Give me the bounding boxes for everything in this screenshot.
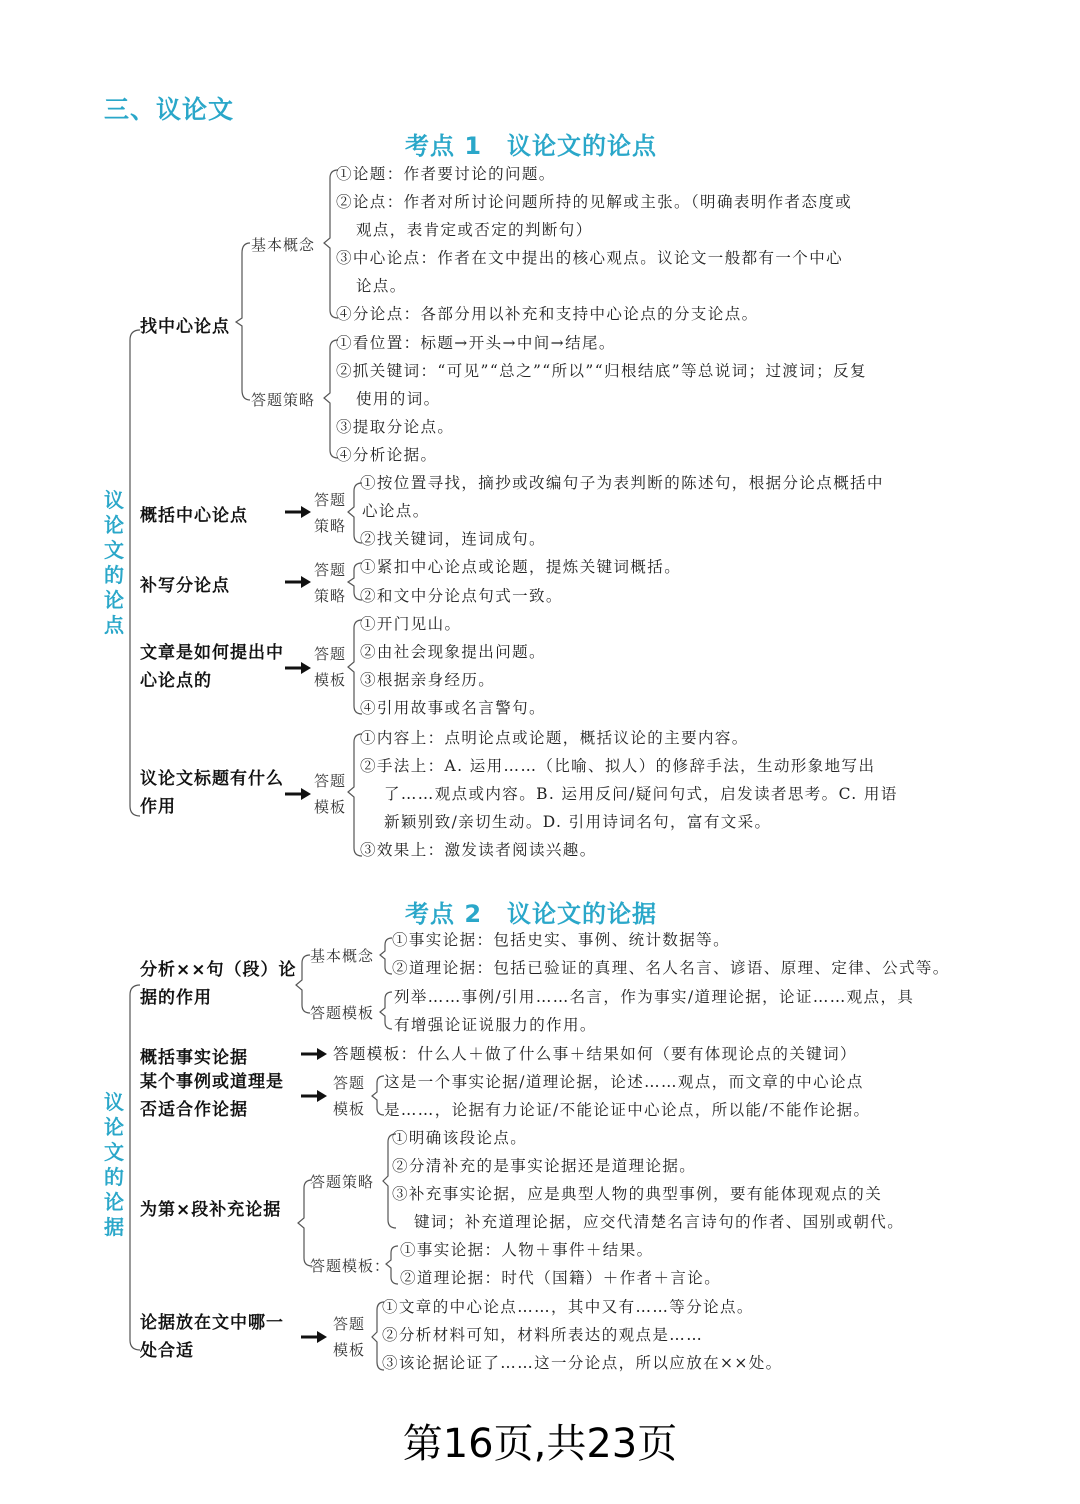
- analyze-template-item: 有增强论证说服力的作用。: [394, 1016, 597, 1034]
- suitable-item: 是……，论据有力论证/不能论证中心论点，所以能/不能作论据。: [384, 1101, 871, 1119]
- add-strategy-item: ③补充事实论据，应是典型人物的典型事例，要有能体现观点的关: [392, 1185, 883, 1203]
- titlefunc-label: 议论文标题有什么作用: [140, 769, 284, 817]
- suitable-item: 这是一个事实论据/道理论据，论述……观点，而文章的中心论点: [384, 1073, 864, 1091]
- find-strategy-item: 使用的词。: [356, 390, 441, 408]
- placement-item: ②分析材料可知，材料所表达的观点是……: [382, 1326, 704, 1344]
- find-strategy-item: ③提取分论点。: [336, 418, 455, 436]
- howraise-item: ④引用故事或名言警句。: [360, 699, 546, 717]
- howraise-item: ③根据亲身经历。: [360, 671, 496, 689]
- brace-find: [236, 243, 250, 400]
- suitable-sub: 答题模板: [333, 1074, 366, 1118]
- find-basic-item: 论点。: [356, 277, 407, 295]
- summarize-label: 概括中心论点: [140, 506, 248, 526]
- titlefunc-item: 新颖别致/亲切生动。D. 引用诗词名句，富有文采。: [384, 813, 772, 831]
- find-basic-label: 基本概念: [251, 236, 316, 254]
- k2-root-label: 议论文的论据: [104, 1090, 124, 1239]
- factsum-text: 答题模板：什么人＋做了什么事＋结果如何（要有体现论点的关键词）: [333, 1045, 857, 1063]
- placement-label: 论据放在文中哪一处合适: [140, 1313, 284, 1361]
- howraise-item: ①开门见山。: [360, 615, 462, 633]
- analyze-template-item: 列举……事例/引用……名言，作为事实/道理论据，论证……观点，具: [394, 988, 915, 1006]
- find-strategy-label: 答题策略: [251, 391, 316, 409]
- titlefunc-item: ③效果上：激发读者阅读兴趣。: [360, 841, 597, 859]
- analyze-template-label: 答题模板: [310, 1004, 375, 1022]
- find-basic-item: ②论点：作者对所讨论问题所持的见解或主张。（明确表明作者态度或: [336, 193, 853, 211]
- summarize-item: ②找关键词，连词成句。: [360, 530, 546, 548]
- placement-item: ①文章的中心论点……，其中又有……等分论点。: [382, 1298, 754, 1316]
- add-template-item: ②道理论据：时代（国籍）＋作者＋言论。: [400, 1269, 722, 1287]
- brace-add-strategy: [383, 1134, 396, 1228]
- titlefunc-item: ②手法上：A. 运用……（比喻、拟人）的修辞手法，生动形象地写出: [360, 757, 876, 775]
- find-strategy-item: ①看位置：标题→开头→中间→结尾。: [336, 334, 616, 352]
- add-strategy-item: ②分清补充的是事实论据还是道理论据。: [392, 1157, 697, 1175]
- titlefunc-item: ①内容上：点明论点或论题，概括议论的主要内容。: [360, 729, 749, 747]
- add-strategy-label: 答题策略: [310, 1173, 375, 1191]
- howraise-sub: 答题模板: [314, 645, 347, 689]
- titlefunc-item: 了……观点或内容。B. 运用反问/疑问句式，启发读者思考。C. 用语: [384, 785, 898, 803]
- suitable-label: 某个事例或道理是否适合作论据: [140, 1072, 284, 1120]
- brace-analyze-template: [380, 992, 392, 1029]
- find-strategy-item: ④分析论据。: [336, 446, 438, 464]
- summarize-sub: 答题策略: [314, 491, 347, 535]
- summarize-item: ①按位置寻找，摘抄或改编句子为表判断的陈述句，根据分论点概括中: [360, 474, 884, 492]
- find-strategy-item: ②抓关键词：“可见”“总之”“所以”“归根结底”等总说词；过渡词；反复: [336, 362, 867, 380]
- k2-title: 考点 2 议论文的论据: [405, 900, 658, 928]
- k1-root-label: 议论文的论点: [104, 488, 124, 637]
- add-strategy-item: 键词；补充道理论据，应交代清楚名言诗句的作者、国别或朝代。: [414, 1213, 905, 1231]
- find-basic-item: ③中心论点：作者在文中提出的核心观点。议论文一般都有一个中心: [336, 249, 844, 267]
- placement-sub: 答题模板: [333, 1315, 366, 1359]
- analyze-basic-label: 基本概念: [310, 947, 375, 965]
- howraise-item: ②由社会现象提出问题。: [360, 643, 546, 661]
- addevidence-label: 为第×段补充论据: [140, 1200, 282, 1220]
- analyze-label: 分析××句（段）论据的作用: [140, 960, 297, 1008]
- analyze-basic-item: ①事实论据：包括史实、事例、统计数据等。: [392, 931, 731, 949]
- brace-strategy: [324, 340, 338, 458]
- placement-item: ③该论据论证了……这一分论点，所以应放在××处。: [382, 1354, 783, 1372]
- factsum-label: 概括事实论据: [140, 1048, 248, 1068]
- analyze-basic-item: ②道理论据：包括已验证的真理、名人名言、谚语、原理、定律、公式等。: [392, 959, 950, 977]
- supplement-item: ①紧扣中心论点或论题，提炼关键词概括。: [360, 558, 682, 576]
- summarize-item: 心论点。: [362, 502, 430, 520]
- titlefunc-sub: 答题模板: [314, 772, 347, 816]
- find-basic-item: ①论题：作者要讨论的问题。: [336, 165, 556, 183]
- supplement-sub: 答题策略: [314, 561, 347, 605]
- page-counter: 第16页,共23页: [402, 1421, 678, 1467]
- k1-title: 考点 1 议论文的论点: [405, 132, 658, 160]
- supplement-label: 补写分论点: [140, 576, 230, 596]
- add-template-item: ①事实论据：人物＋事件＋结果。: [400, 1241, 654, 1259]
- supplement-item: ②和文中分论点句式一致。: [360, 587, 563, 605]
- find-center-label: 找中心论点: [140, 317, 230, 337]
- add-template-label: 答题模板：: [310, 1257, 391, 1275]
- find-basic-item: ④分论点：各部分用以补充和支持中心论点的分支论点。: [336, 305, 759, 323]
- brace-k2-root: [130, 985, 140, 1350]
- brace-suitable: [372, 1076, 384, 1115]
- brace-analyze-basic: [380, 938, 392, 974]
- add-strategy-item: ①明确该段论点。: [392, 1129, 528, 1147]
- brace-add: [298, 1180, 312, 1266]
- brace-k1-root: [130, 330, 140, 816]
- howraise-label: 文章是如何提出中心论点的: [140, 643, 284, 691]
- section-title: 三、议论文: [104, 95, 235, 124]
- find-basic-item: 观点，表肯定或否定的判断句）: [356, 221, 593, 239]
